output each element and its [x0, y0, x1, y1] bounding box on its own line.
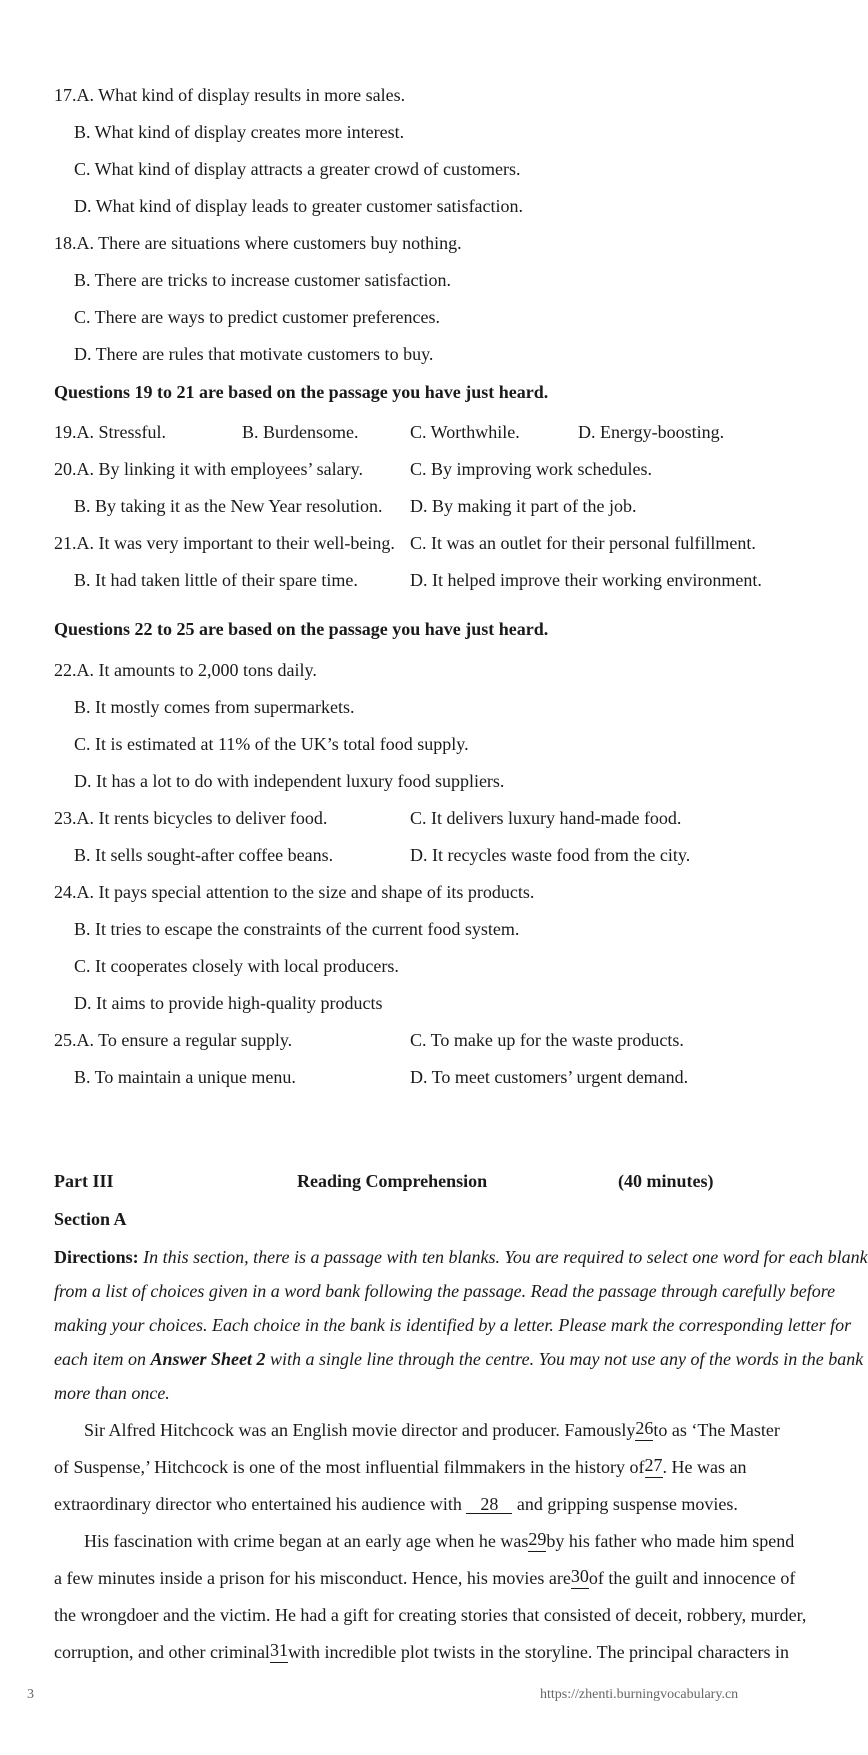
option-c: C. Worthwhile. — [410, 422, 520, 442]
option-a: A. What kind of display results in more sales. — [76, 85, 406, 105]
question-17 — [54, 84, 405, 106]
section-heading-22-25: Questions 22 to 25 are based on the passage you have just heard. — [54, 619, 549, 639]
part-time: (40 minutes) — [618, 1171, 714, 1191]
option-c: C. By improving work schedules. — [410, 459, 652, 479]
option-c: C. It cooperates closely with local producers. — [74, 956, 399, 976]
section-label: Section A — [54, 1209, 127, 1229]
question-number: 20. — [54, 459, 77, 479]
directions-line-1 — [54, 1246, 868, 1268]
option-a: A. Stressful. — [76, 422, 166, 442]
blank-28: 28 — [466, 1495, 512, 1514]
passage-text: . He was an — [662, 1457, 747, 1477]
option-b: B. There are tricks to increase customer satisfaction. — [74, 270, 452, 290]
page-number: 3 — [27, 1687, 34, 1702]
option-b: B. Burdensome. — [242, 422, 359, 442]
option-b: B. What kind of display creates more interest. — [74, 122, 405, 142]
option-b: B. It tries to escape the constraints of the current food system. — [74, 919, 520, 939]
option-d: D. What kind of display leads to greater customer satisfaction. — [74, 196, 524, 216]
question-number: 21. — [54, 533, 77, 553]
passage-text: and gripping suspense movies. — [516, 1494, 738, 1514]
passage-line: the wrongdoer and the victim. He had a gift for creating stories that consisted of deceit, robbery, murder, — [54, 1605, 807, 1625]
passage-line — [84, 1418, 780, 1441]
option-c: C. It delivers luxury hand-made food. — [410, 808, 682, 828]
directions-text: with a single line through the centre. You may not use any of the words in the bank — [270, 1349, 864, 1369]
question-number: 17. — [54, 85, 77, 105]
blank-31: 31 — [270, 1641, 288, 1663]
option-c: C. To make up for the waste products. — [410, 1030, 684, 1050]
question-25 — [54, 1029, 292, 1051]
part-label: Part III — [54, 1171, 114, 1191]
question-18 — [54, 232, 462, 254]
option-a: A. It rents bicycles to deliver food. — [76, 808, 328, 828]
blank-29: 29 — [528, 1530, 546, 1552]
option-c: C. It is estimated at 11% of the UK’s total food supply. — [74, 734, 469, 754]
passage-text: corruption, and other criminal — [54, 1642, 270, 1662]
directions-label: Directions: — [54, 1247, 139, 1267]
option-b: B. To maintain a unique menu. — [74, 1067, 296, 1087]
question-20 — [54, 458, 363, 480]
directions-line-5: more than once. — [54, 1383, 170, 1403]
directions-text: each item on — [54, 1349, 146, 1369]
question-21 — [54, 532, 395, 554]
question-number: 18. — [54, 233, 77, 253]
option-d: D. It recycles waste food from the city. — [410, 845, 691, 865]
option-d: D. To meet customers’ urgent demand. — [410, 1067, 689, 1087]
option-a: A. It amounts to 2,000 tons daily. — [76, 660, 317, 680]
passage-text: Sir Alfred Hitchcock was an English movie director and producer. Famously — [84, 1420, 636, 1440]
question-24 — [54, 881, 534, 903]
option-d: D. It aims to provide high-quality products — [74, 993, 383, 1013]
passage-text: a few minutes inside a prison for his misconduct. Hence, his movies are — [54, 1568, 571, 1588]
passage-text: to as ‘The Master — [653, 1420, 780, 1440]
question-22 — [54, 659, 317, 681]
option-d: D. It helped improve their working environment. — [410, 570, 762, 590]
option-d: D. There are rules that motivate customers to buy. — [74, 344, 434, 364]
question-23 — [54, 807, 327, 829]
question-number: 23. — [54, 808, 77, 828]
blank-26: 26 — [635, 1419, 653, 1441]
option-a: A. By linking it with employees’ salary. — [76, 459, 363, 479]
passage-text: of Suspense,’ Hitchcock is one of the most influential filmmakers in the history of — [54, 1457, 645, 1477]
question-number: 19. — [54, 422, 77, 442]
option-d: D. It has a lot to do with independent luxury food suppliers. — [74, 771, 505, 791]
question-number: 25. — [54, 1030, 77, 1050]
passage-line — [54, 1493, 738, 1515]
option-c: C. It was an outlet for their personal fulfillment. — [410, 533, 756, 553]
directions-text: In this section, there is a passage with ten blanks. You are required to select one word for each blank — [143, 1247, 868, 1267]
blank-30: 30 — [571, 1567, 589, 1589]
section-heading-19-21: Questions 19 to 21 are based on the passage you have just heard. — [54, 382, 549, 402]
passage-text: His fascination with crime began at an early age when he was — [84, 1531, 529, 1551]
option-b: B. It mostly comes from supermarkets. — [74, 697, 355, 717]
question-19 — [54, 421, 166, 443]
option-a: A. It pays special attention to the size and shape of its products. — [76, 882, 535, 902]
directions-line-2: from a list of choices given in a word bank following the passage. Read the passage through carefully before — [54, 1281, 836, 1301]
option-b: B. It had taken little of their spare time. — [74, 570, 358, 590]
option-c: C. What kind of display attracts a greater crowd of customers. — [74, 159, 521, 179]
option-a: A. It was very important to their well-being. — [76, 533, 395, 553]
option-a: A. There are situations where customers buy nothing. — [76, 233, 462, 253]
option-d: D. By making it part of the job. — [410, 496, 637, 516]
question-number: 22. — [54, 660, 77, 680]
passage-line — [54, 1566, 796, 1589]
footer-url[interactable]: https://zhenti.burningvocabulary.cn — [540, 1687, 739, 1702]
passage-text: of the guilt and innocence of — [588, 1568, 796, 1588]
directions-line-3: making your choices. Each choice in the bank is identified by a letter. Please mark the corresponding letter for — [54, 1315, 852, 1335]
passage-line — [54, 1455, 747, 1478]
passage-line — [54, 1640, 789, 1663]
option-a: A. To ensure a regular supply. — [76, 1030, 293, 1050]
passage-text: extraordinary director who entertained his audience with — [54, 1494, 462, 1514]
option-b: B. It sells sought-after coffee beans. — [74, 845, 334, 865]
answer-sheet-label: Answer Sheet 2 — [150, 1349, 266, 1369]
question-number: 24. — [54, 882, 77, 902]
passage-text: with incredible plot twists in the storyline. The principal characters in — [287, 1642, 789, 1662]
passage-text: by his father who made him spend — [546, 1531, 795, 1551]
directions-line-4 — [54, 1348, 864, 1370]
option-d: D. Energy-boosting. — [578, 422, 725, 442]
option-c: C. There are ways to predict customer preferences. — [74, 307, 441, 327]
passage-line — [84, 1529, 795, 1552]
part-title: Reading Comprehension — [297, 1171, 488, 1191]
option-b: B. By taking it as the New Year resolution. — [74, 496, 383, 516]
blank-27: 27 — [645, 1456, 663, 1478]
